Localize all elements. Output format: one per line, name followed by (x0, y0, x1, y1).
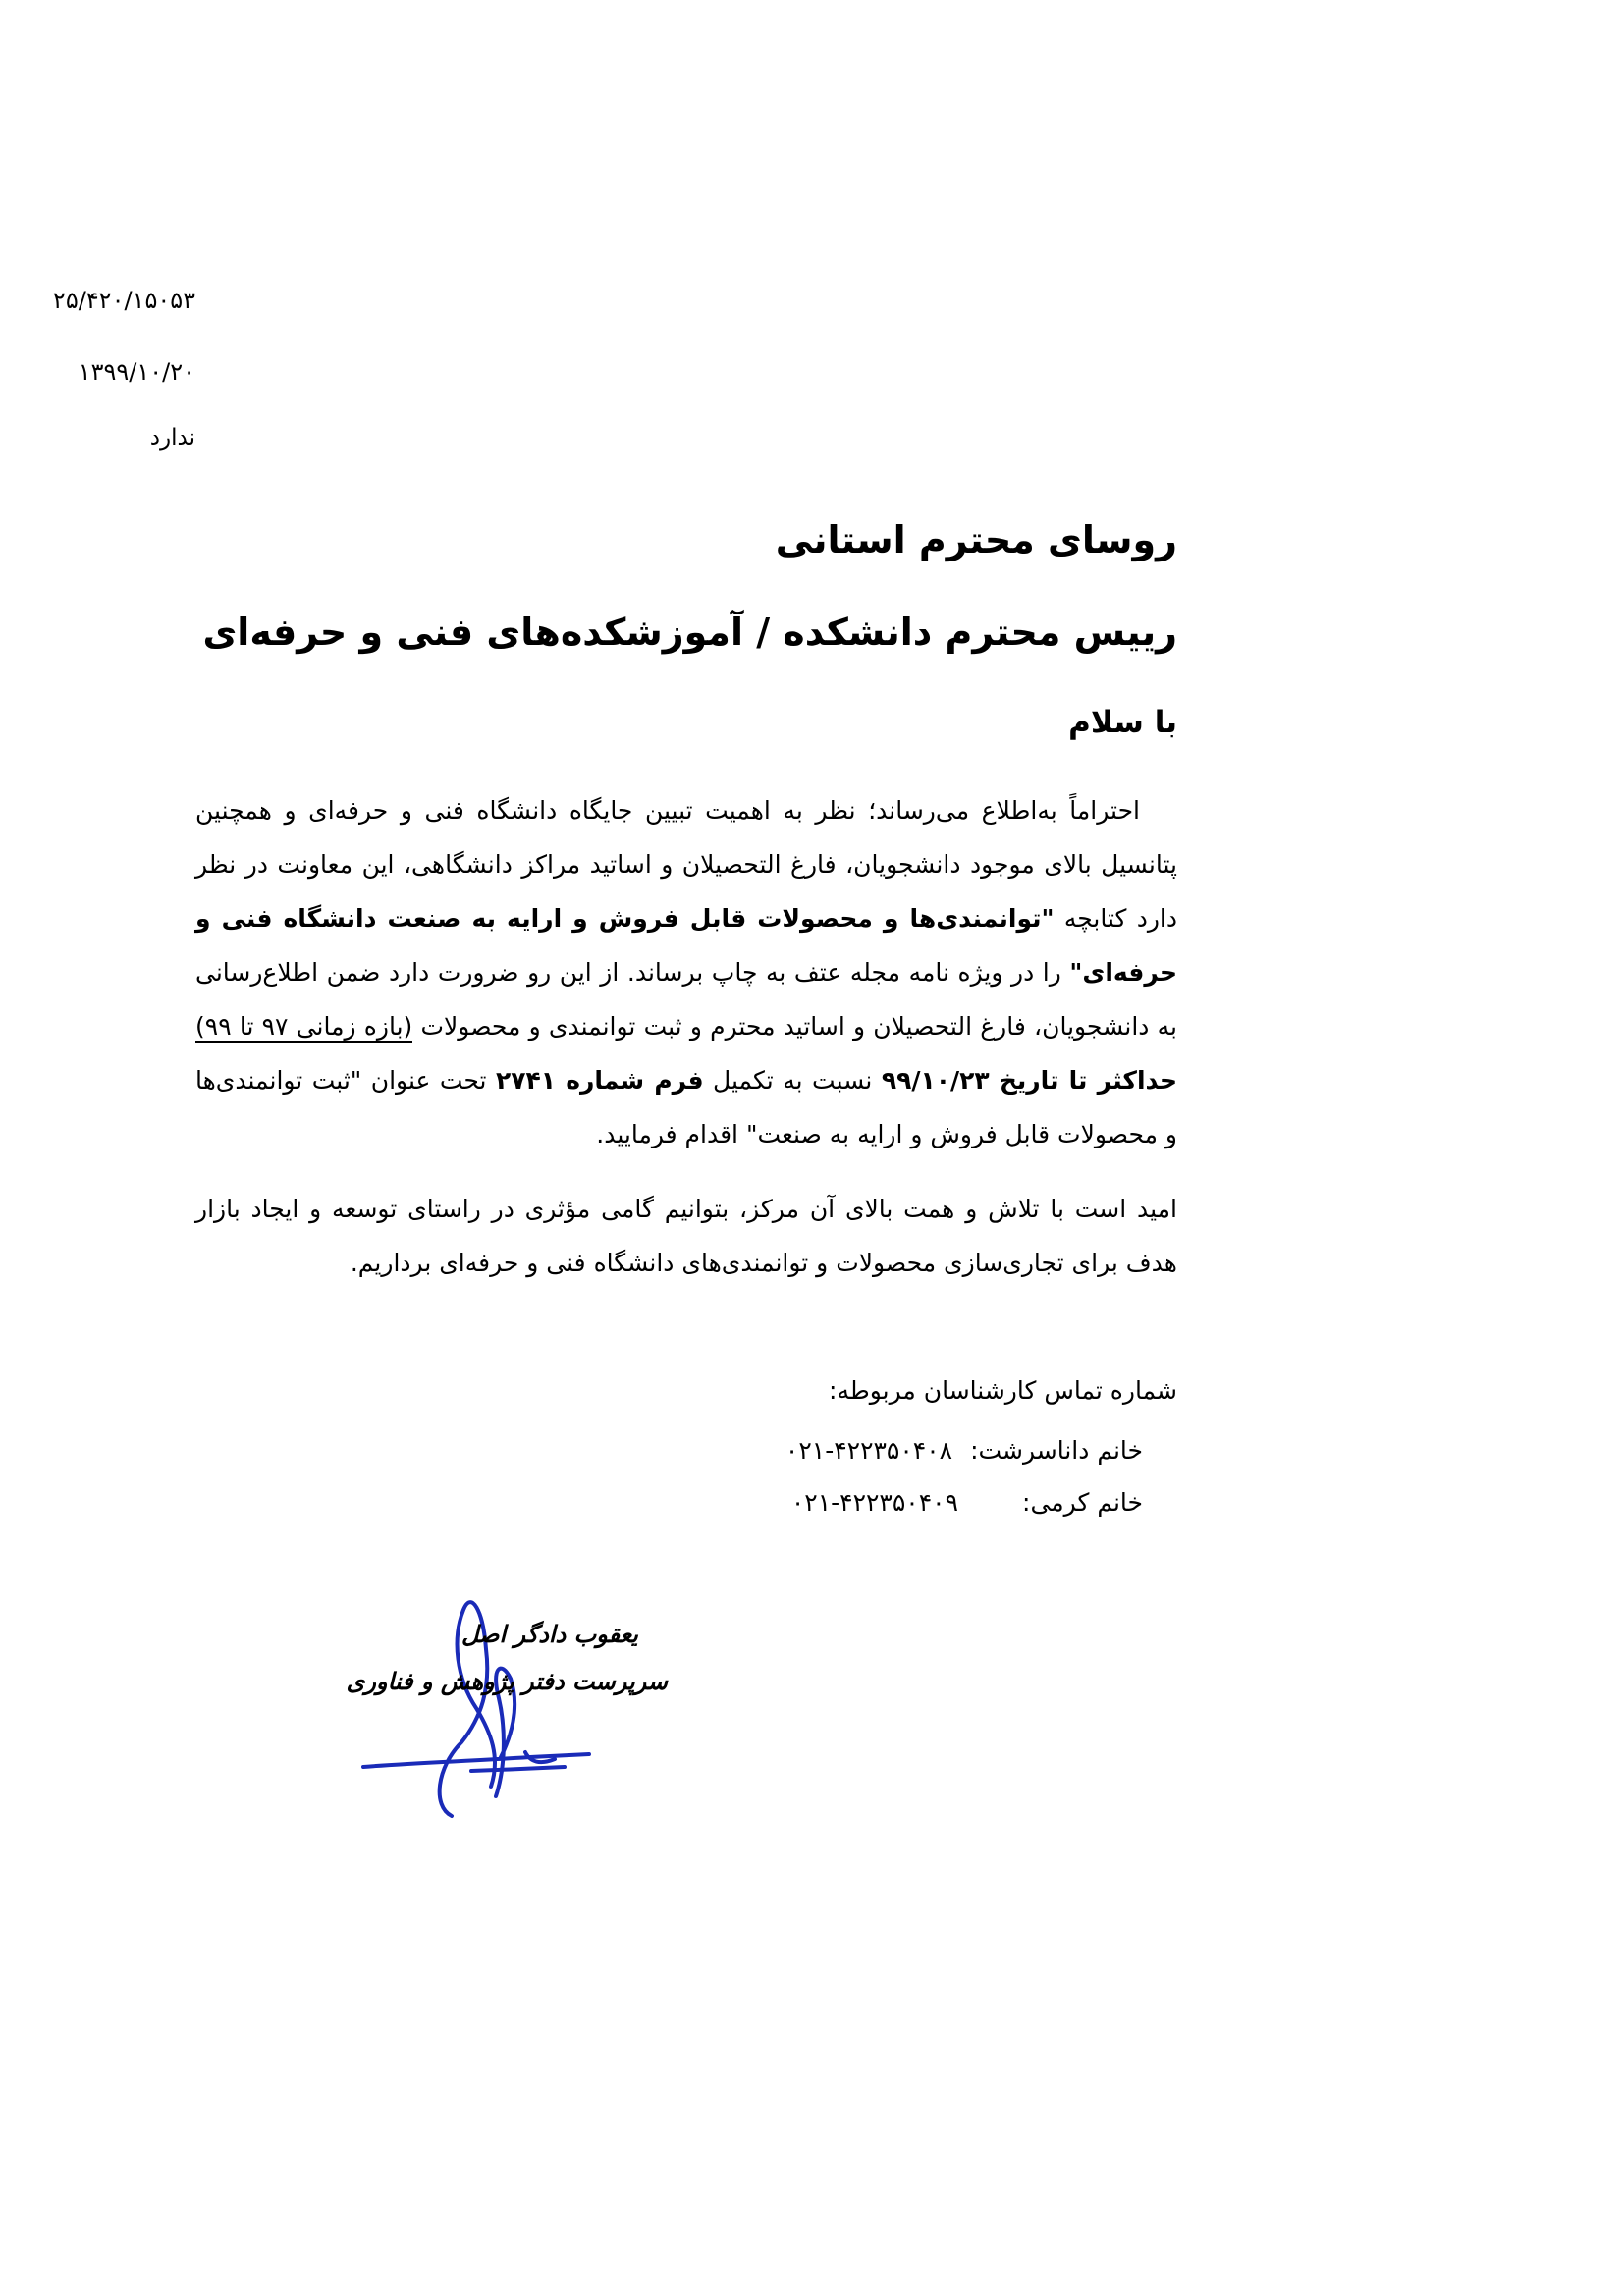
contact-row (785, 1436, 1143, 1465)
form-number: فرم شماره ۲۷۴۱ (495, 1066, 704, 1095)
body-paragraph-2: امید است با تلاش و همت بالای آن مرکز، بتوانیم گامی مؤثری در راستای توسعه و ایجاد بازار هدف برای تجاری‌سازی محصولات و توانمندی‌های دانشگاه فنی و حرفه‌ای برداریم. (195, 1195, 1177, 1277)
greeting: با سلام (1068, 705, 1177, 740)
paragraph-1-part-d: نسبت به تکمیل (703, 1066, 882, 1095)
contact-phone: ۰۲۱-۴۲۲۳۵۰۴۰۸ (785, 1436, 953, 1465)
contact-name: خانم داناسرشت: (970, 1436, 1143, 1465)
contact-phone: ۰۲۱-۴۲۲۳۵۰۴۰۹ (790, 1488, 958, 1517)
paragraph-1-part-b: را در ویژه نامه مجله عتف به چاپ برساند. از این رو ضرورت دارد ضمن اطلاع‌رسانی به دانشجویان، فارغ التحصیلان و اساتید محترم و ثبت توانمندی و محصولات (195, 958, 1177, 1041)
addressee-line-2: رییس محترم دانشکده / آموزشکده‌های فنی و حرفه‌ای (202, 611, 1177, 654)
contact-row (791, 1488, 1143, 1517)
deadline: حداکثر تا تاریخ ۹۹/۱۰/۲۳ (881, 1066, 1177, 1095)
signature-block (346, 1571, 668, 1836)
signatory-name: یعقوب دادگر اصل (460, 1620, 638, 1648)
signature-underline-2 (471, 1767, 565, 1771)
handwritten-signature-icon (353, 1571, 668, 1836)
booklet-title: "توانمندی‌ها و محصولات قابل فروش و ارایه به صنعت دانشگاه فنی و حرفه‌ای" (195, 904, 1177, 987)
addressee-line-1: روسای محترم استانی (775, 518, 1177, 561)
letter-attachment: ندارد (149, 425, 195, 451)
signatory-title: سرپرست دفتر پژوهش و فناوری (346, 1667, 668, 1695)
letter-number: ۲۵/۴۲۰/۱۵۰۵۳ (52, 287, 195, 314)
contacts-heading: شماره تماس کارشناسان مربوطه: (829, 1376, 1177, 1405)
paragraph-1-part-a: احتراماً به‌اطلاع می‌رساند؛ نظر به اهمیت تبیین جایگاه دانشگاه فنی و حرفه‌ای و همچنین پتانسیل بالای موجود دانشجویان، فارغ التحصیلان و اساتید مراکز دانشگاهی، این معاونت در نظر دارد کتابچه (195, 796, 1177, 933)
contact-name: خانم کرمی: (1022, 1488, 1143, 1517)
letter-date: ۱۳۹۹/۱۰/۲۰ (78, 358, 195, 386)
paragraph-1-part-e: تحت عنوان "ثبت توانمندی‌ها و محصولات قابل فروش و ارایه به صنعت" اقدام فرمایید. (195, 1066, 1177, 1148)
body-paragraph-1 (195, 783, 1177, 1161)
time-range-underlined: (بازه زمانی ۹۷ تا ۹۹) (195, 1012, 412, 1043)
